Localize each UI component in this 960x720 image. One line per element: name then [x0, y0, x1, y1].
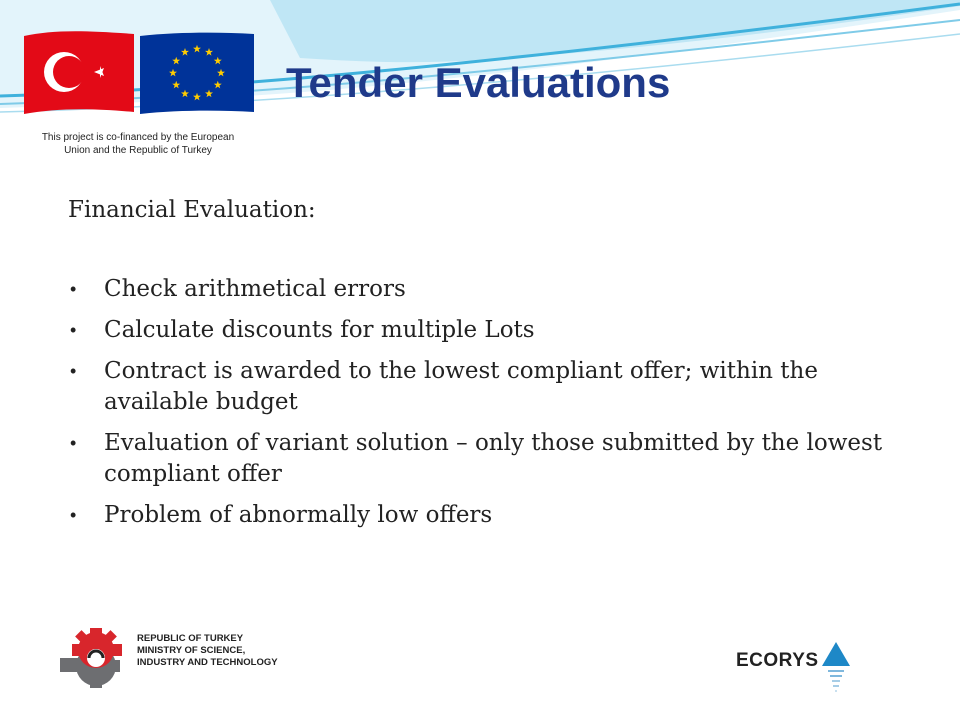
bullet-icon: • [70, 320, 77, 340]
bullet-icon: • [70, 361, 77, 381]
cofinance-note [14, 131, 262, 157]
turkey-flag-icon [22, 28, 136, 116]
bullet-text: Contract is awarded to the lowest compliant offer; within the available budget [104, 358, 818, 415]
gear-logo-icon [56, 628, 130, 690]
ministry-line-3: INDUSTRY AND TECHNOLOGY [137, 657, 278, 668]
bullet-icon: • [70, 433, 77, 453]
bullet-item [68, 500, 908, 531]
bullet-item [68, 428, 908, 490]
ecorys-triangle-icon [820, 640, 852, 698]
ministry-line-1: REPUBLIC OF TURKEY [137, 633, 244, 644]
bullet-icon: • [70, 505, 77, 525]
ministry-line-2: MINISTRY OF SCIENCE, [137, 645, 246, 656]
bullet-text: Check arithmetical errors [104, 276, 406, 302]
slide-content [68, 194, 908, 541]
bullet-text: Calculate discounts for multiple Lots [104, 317, 535, 343]
bullet-list [68, 274, 908, 531]
cofinance-line-2: Union and the Republic of Turkey [64, 145, 212, 156]
bullet-icon: • [70, 279, 77, 299]
bullet-text: Evaluation of variant solution – only those submitted by the lowest compliant offer [104, 430, 883, 487]
cofinance-line-1: This project is co-financed by the European [41, 132, 235, 143]
bullet-item [68, 315, 908, 346]
page-title: Tender Evaluations [286, 59, 671, 106]
bullet-text: Problem of abnormally low offers [104, 502, 493, 528]
eu-flag-icon [138, 30, 256, 114]
ecorys-logo-text: ECORYS [736, 650, 819, 671]
section-heading: Financial Evaluation: [68, 197, 316, 223]
bullet-item [68, 274, 908, 305]
ministry-name [137, 633, 278, 669]
bullet-item [68, 356, 908, 418]
